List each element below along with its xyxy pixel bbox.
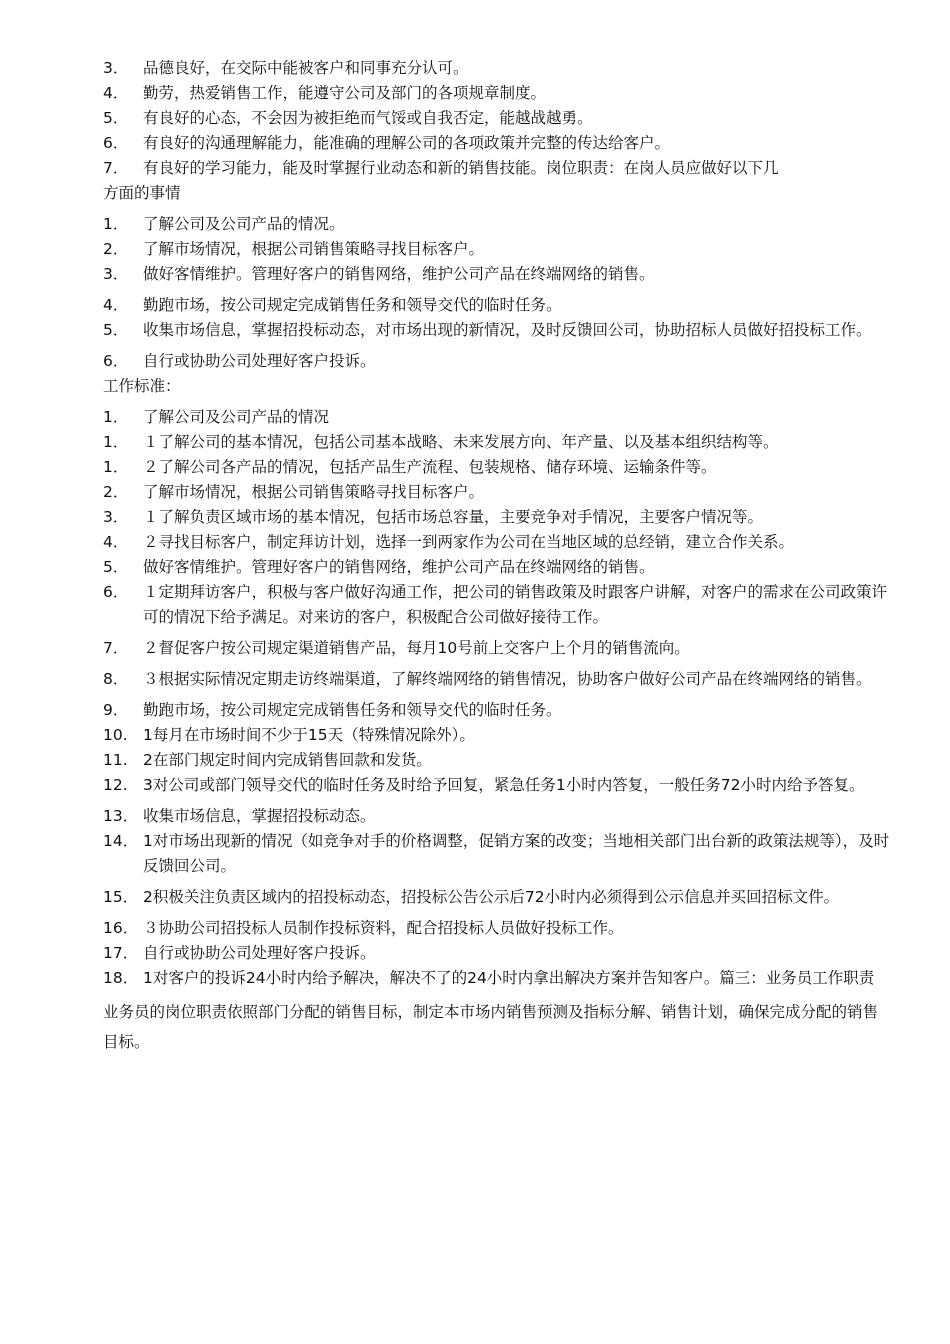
list-number: 6． — [103, 134, 129, 152]
list-item — [103, 262, 893, 287]
list-number: 1． — [103, 408, 129, 426]
list-item — [103, 131, 893, 156]
list-text: ２督促客户按公司规定渠道销售产品，每月10号前上交客户上个月的销售流向。 — [143, 639, 690, 657]
list-number: 11. — [103, 751, 128, 769]
paragraph: 方面的事情 — [103, 184, 181, 202]
list-item — [103, 966, 893, 991]
list-number: 2． — [103, 240, 129, 258]
list-number: 17． — [103, 944, 139, 962]
paragraph: 工作标准： — [103, 377, 181, 395]
list-item — [103, 405, 893, 430]
list-text: 2在部门规定时间内完成销售回款和发货。 — [143, 751, 432, 769]
list-text: 自行或协助公司处理好客户投诉。 — [143, 352, 376, 370]
list-number: 13． — [103, 807, 139, 825]
list-number: 9． — [103, 701, 129, 719]
document-body — [103, 56, 893, 1057]
list-number: 18． — [103, 969, 139, 987]
list-text: １了解负责区域市场的基本情况，包括市场总容量，主要竞争对手情况，主要客户情况等。 — [143, 508, 764, 526]
list-item — [103, 293, 893, 318]
list-number: 2． — [103, 483, 129, 501]
list-item — [103, 667, 893, 692]
list-text: 自行或协助公司处理好客户投诉。 — [143, 944, 376, 962]
list-text: 2积极关注负责区域内的招投标动态，招投标公告公示后72小时内必须得到公示信息并买回招标文件。 — [143, 888, 840, 906]
list-number: 14． — [103, 832, 139, 850]
list-number: 7． — [103, 639, 129, 657]
list-text: 勤跑市场，按公司规定完成销售任务和领导交代的临时任务。 — [143, 701, 562, 719]
list-text: 有良好的心态，不会因为被拒绝而气馁或自我否定，能越战越勇。 — [143, 109, 593, 127]
list-text: 1每月在市场时间不少于15天（特殊情况除外）。 — [143, 726, 475, 744]
list-text: 勤劳，热爱销售工作，能遵守公司及部门的各项规章制度。 — [143, 84, 547, 102]
list-item — [103, 505, 893, 530]
list-item — [103, 636, 893, 661]
list-item — [103, 580, 893, 630]
list-text: 收集市场信息，掌握招投标动态。 — [143, 807, 376, 825]
list-text: 做好客情维护。管理好客户的销售网络，维护公司产品在终端网络的销售。 — [143, 558, 655, 576]
list-item — [103, 56, 893, 81]
list-item — [103, 318, 893, 343]
list-text: 有良好的沟通理解能力，能准确的理解公司的各项政策并完整的传达给客户。 — [143, 134, 671, 152]
list-text: 了解市场情况，根据公司销售策略寻找目标客户。 — [143, 240, 485, 258]
list-text: １定期拜访客户，积极与客户做好沟通工作，把公司的销售政策及时跟客户讲解，对客户的需求在公司政策许可的情况下给予满足。对来访的客户，积极配合公司做好接待工作。 — [143, 583, 888, 626]
list-item — [103, 237, 893, 262]
list-number: 10. — [103, 726, 128, 744]
list-number: 6． — [103, 352, 129, 370]
list-number: 4． — [103, 533, 129, 551]
list-item — [103, 480, 893, 505]
list-text: 1对市场出现新的情况（如竞争对手的价格调整，促销方案的改变；当地相关部门出台新的政策法规等），及时反馈回公司。 — [143, 832, 890, 875]
list-item — [103, 804, 893, 829]
list-text: 了解市场情况，根据公司销售策略寻找目标客户。 — [143, 483, 485, 501]
list-number: 5． — [103, 321, 129, 339]
list-text: 做好客情维护。管理好客户的销售网络，维护公司产品在终端网络的销售。 — [143, 265, 655, 283]
list-text: ３协助公司招投标人员制作投标资料，配合招投标人员做好投标工作。 — [143, 919, 624, 937]
list-item — [103, 555, 893, 580]
list-item — [103, 723, 893, 748]
list-item — [103, 941, 893, 966]
list-number: 3． — [103, 59, 129, 77]
list-number: 4． — [103, 296, 129, 314]
list-number: 5． — [103, 558, 129, 576]
list-text: 3对公司或部门领导交代的临时任务及时给予回复，紧急任务1小时内答复，一般任务72小时内给予答复。 — [143, 776, 865, 794]
list-item — [103, 430, 893, 455]
list-text: 1对客户的投诉24小时内给予解决，解决不了的24小时内拿出解决方案并告知客户。篇三：业务员工作职责 — [143, 969, 875, 987]
list-item — [103, 455, 893, 480]
list-number: 1． — [103, 458, 129, 476]
list-number: 16． — [103, 919, 139, 937]
list-number: 3． — [103, 265, 129, 283]
list-item — [103, 106, 893, 131]
list-number: 6． — [103, 583, 129, 601]
list-item — [103, 530, 893, 555]
list-item — [103, 829, 893, 879]
list-item — [103, 349, 893, 374]
list-item — [103, 698, 893, 723]
list-number: 4． — [103, 84, 129, 102]
list-text: ２了解公司各产品的情况，包括产品生产流程、包装规格、储存环境、运输条件等。 — [143, 458, 717, 476]
list-number: 1． — [103, 215, 129, 233]
list-number: 5． — [103, 109, 129, 127]
list-text: 品德良好，在交际中能被客户和同事充分认可。 — [143, 59, 469, 77]
list-text: １了解公司的基本情况，包括公司基本战略、未来发展方向、年产量、以及基本组织结构等。 — [143, 433, 779, 451]
list-text: 有良好的学习能力，能及时掌握行业动态和新的销售技能。岗位职责：在岗人员应做好以下几 — [143, 159, 779, 177]
list-number: 3． — [103, 508, 129, 526]
list-text: 了解公司及公司产品的情况。 — [143, 215, 345, 233]
list-number: 7． — [103, 159, 129, 177]
list-item — [103, 81, 893, 106]
paragraph: 业务员的岗位职责依照部门分配的销售目标，制定本市场内销售预测及指标分解、销售计划，确保完成分配的销售目标。 — [103, 1003, 879, 1051]
list-text: 勤跑市场，按公司规定完成销售任务和领导交代的临时任务。 — [143, 296, 562, 314]
list-text: ３根据实际情况定期走访终端渠道，了解终端网络的销售情况，协助客户做好公司产品在终端网络的销售。 — [143, 670, 872, 688]
list-item — [103, 748, 893, 773]
list-number: 12. — [103, 776, 128, 794]
list-number: 15． — [103, 888, 139, 906]
list-item — [103, 773, 893, 798]
list-item — [103, 156, 893, 181]
list-number: 8． — [103, 670, 129, 688]
list-number: 1． — [103, 433, 129, 451]
list-item — [103, 212, 893, 237]
list-item — [103, 916, 893, 941]
list-text: ２寻找目标客户，制定拜访计划，选择一到两家作为公司在当地区域的总经销，建立合作关系。 — [143, 533, 795, 551]
list-item — [103, 885, 893, 910]
list-text: 了解公司及公司产品的情况 — [143, 408, 330, 426]
list-text: 收集市场信息，掌握招投标动态，对市场出现的新情况，及时反馈回公司，协助招标人员做好招投标工作。 — [143, 321, 872, 339]
